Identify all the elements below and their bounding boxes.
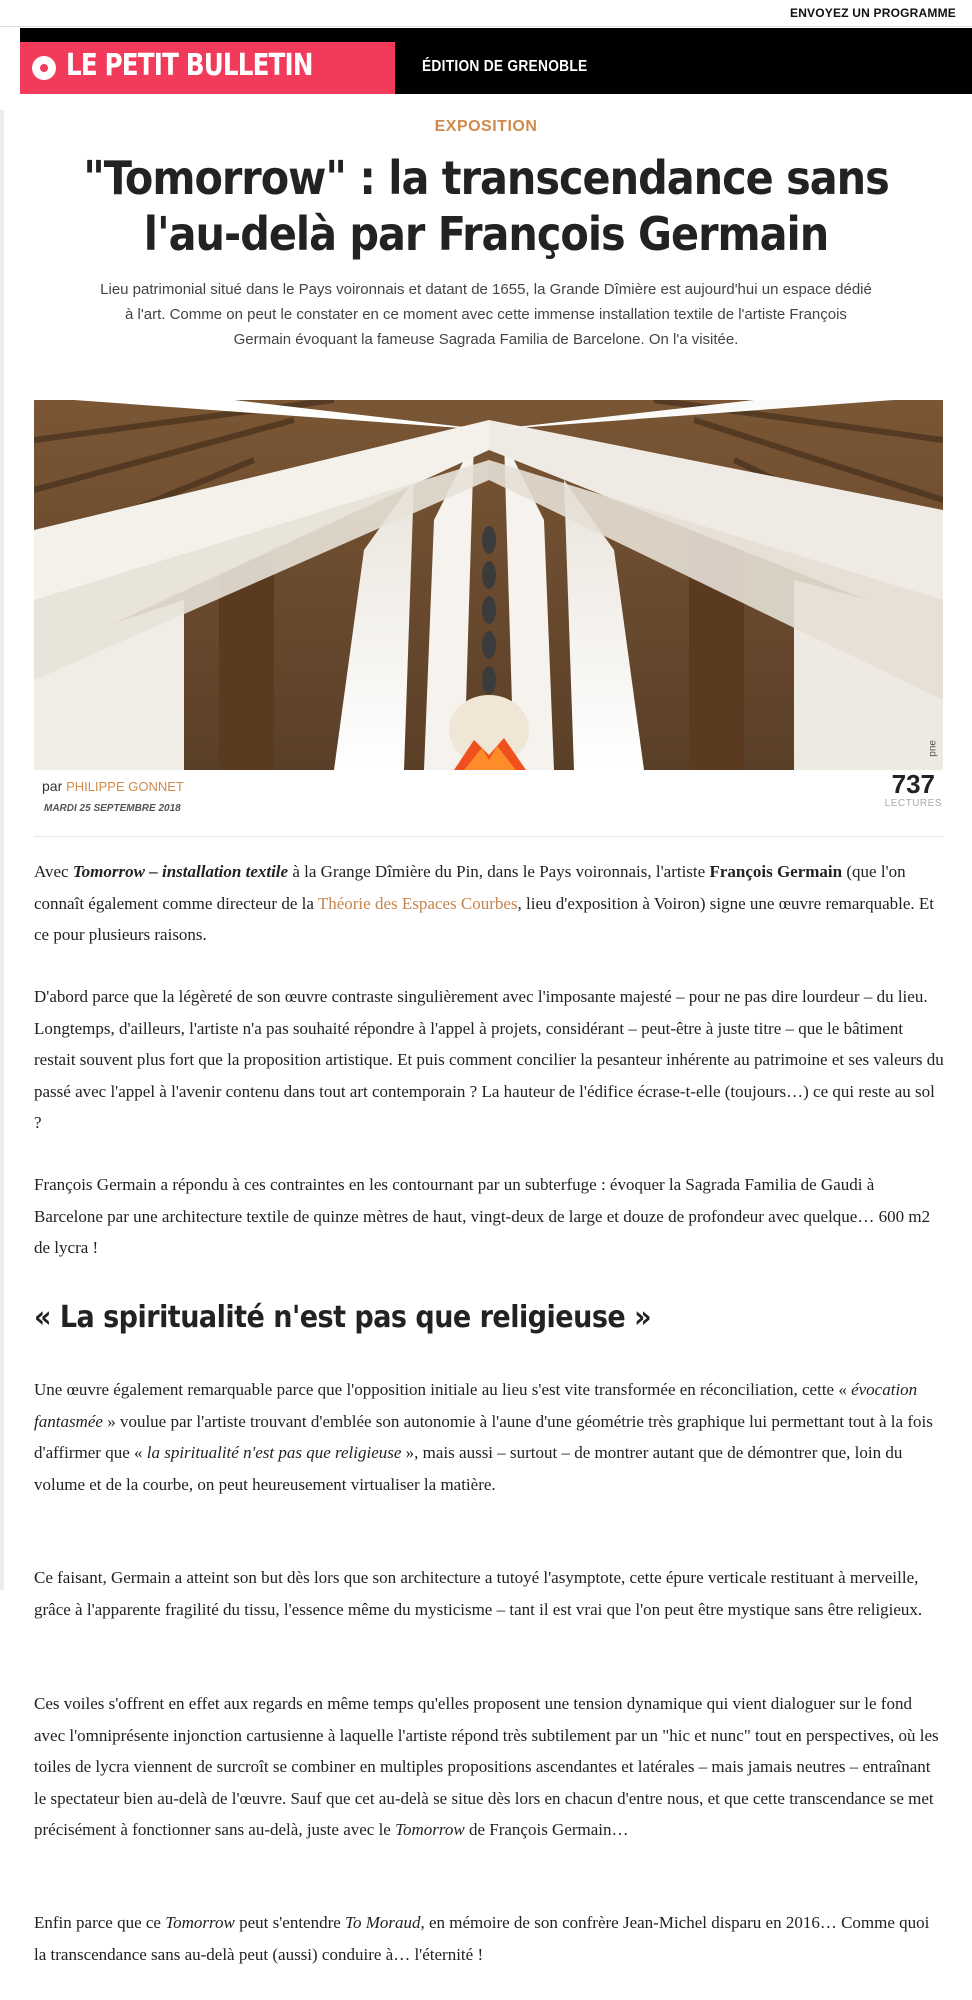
venue-link[interactable]: Théorie des Espaces Courbes xyxy=(317,893,518,913)
article-category[interactable]: EXPOSITION xyxy=(434,118,538,135)
text: (que l'on connaît également comme directeur de la xyxy=(34,862,906,913)
paragraph-2-text: D'abord parce que la légèreté de son œuvre contraste singulièrement avec l'imposante majesté – pour ne pas dire lourdeur – du lieu. Longtemps, d'ailleurs, l'artiste n'a pas souhaité répondre à l'appel à projets, considérant – peut-être à juste titre – que le bâtiment restait souvent plus fort que la proposition artistique. Et puis comment concilier la pesanteur inhérente au patrimoine et ses valeurs du passé avec l'appel à l'avenir contenu dans tout art contemporain ? La hauteur de l'édifice écrase-t-elle (toujours…) ce qui reste au sol ? xyxy=(34,987,944,1132)
article-title: "Tomorrow" : la transcendance sans l'au-delà par François Germain xyxy=(83,151,889,261)
text: Une œuvre également remarquable parce que l'opposition initiale au lieu s'est vite transformée en réconciliation, cette « xyxy=(34,1380,852,1399)
paragraph-1 xyxy=(34,856,944,951)
article-intro: Lieu patrimonial situé dans le Pays voironnais et datant de 1655, la Grande Dîmière est aujourd'hui un espace dédié à l'art. Comme on peut le constater en ce moment avec cette immense installation textile de l'artiste François Germain évoquant la fameuse Sagrada Familia de Barcelone. On l'a visitée. xyxy=(100,281,872,348)
publish-date: MARDI 25 SEPTEMBRE 2018 xyxy=(44,803,181,814)
author-link[interactable]: PHILIPPE GONNET xyxy=(66,779,184,794)
work-title: Tomorrow – installation textile xyxy=(72,862,289,881)
paragraph-2 xyxy=(34,981,944,1139)
paragraph-3-text: François Germain a répondu à ces contraintes en les contournant par un subterfuge : évoquer la Sagrada Familia de Gaudi à Barcelone par une architecture textile de quinze mètres de haut, vingt-deux de large et douze de profondeur avec quelque… 600 m2 de lycra ! xyxy=(34,1175,931,1257)
text: à la Grange Dîmière du Pin, dans le Pays voironnais, l'artiste xyxy=(288,862,710,881)
site-logo[interactable] xyxy=(20,42,395,94)
photo-credit: pne xyxy=(928,740,939,757)
text: Enfin parce que ce xyxy=(34,1913,166,1932)
paragraph-3 xyxy=(34,1169,944,1264)
italic-text: la spiritualité n'est pas que religieuse xyxy=(146,1443,402,1462)
submit-program-link[interactable]: ENVOYEZ UN PROGRAMME xyxy=(789,6,956,20)
italic-text: Tomorrow xyxy=(395,1820,465,1839)
artist-name: François Germain xyxy=(709,862,843,881)
text: Avec xyxy=(34,862,73,881)
paragraph-5-text: Ce faisant, Germain a atteint son but dès lors que son architecture a tutoyé l'asymptote, cette épure verticale restituant à merveille, grâce à l'apparente fragilité du tissu, l'essence même du mysticisme – tant il est vrai que l'on peut être mystique sans être religieux. xyxy=(34,1568,923,1619)
left-edge-bar xyxy=(0,110,4,1590)
paragraph-7 xyxy=(34,1907,944,1970)
hero-photo-illustration xyxy=(34,400,943,770)
divider xyxy=(34,836,943,837)
paragraph-5 xyxy=(34,1562,944,1625)
text: , lieu d'exposition à Voiron) signe une œuvre remarquable. Et ce pour plusieurs raisons. xyxy=(34,893,935,944)
text: de François Germain… xyxy=(464,1820,629,1839)
reads-count: 737 xyxy=(891,769,936,799)
text: Ces voiles s'offrent en effet aux regards en même temps qu'elles proposent une tension dynamique qui vient dialoguer sur le fond avec l'omniprésente injonction cartusienne à laquelle l'artiste répond très subtilement par un "hic et nunc" tout en perspectives, où les toiles de lycra viennent de surcroît se combiner en multiples propositions ascendantes et latérales – mais jamais neutres – entraînant le spectateur bien au-delà de l'œuvre. Sauf que cet au-delà se situe dès lors en chacun d'entre nous, et que cette transcendance se met précisément à fonctionner sans au-delà, juste avec le xyxy=(34,1694,939,1839)
site-header xyxy=(20,28,972,94)
reads-label: LECTURES xyxy=(884,798,942,809)
top-utility-bar xyxy=(0,0,972,27)
italic-text: évocation fantasmée xyxy=(34,1380,918,1431)
edition-label[interactable]: ÉDITION DE GRENOBLE xyxy=(422,58,588,75)
byline xyxy=(42,778,184,794)
paragraph-4 xyxy=(34,1374,944,1500)
byline-prefix: par xyxy=(42,778,63,794)
italic-text: To Moraud xyxy=(345,1913,421,1932)
text: » voulue par l'artiste trouvant d'emblée son autonomie à l'aune d'une géométrie très graphique lui permettant tout à la fois d'affirmer que « xyxy=(34,1411,933,1462)
text: peut s'entendre xyxy=(234,1913,346,1932)
hero-photo xyxy=(34,400,943,770)
logo-text: LE PETIT BULLETIN xyxy=(66,48,313,83)
italic-text: Tomorrow xyxy=(165,1913,235,1932)
text: », mais aussi – surtout – de montrer autant que de démontrer que, loin du volume et de la courbe, on peut heureusement virtualiser la matière. xyxy=(34,1443,903,1494)
logo-dot-icon xyxy=(32,56,56,80)
reads-counter xyxy=(885,770,942,809)
paragraph-6 xyxy=(34,1688,944,1846)
section-heading: « La spiritualité n'est pas que religieuse » xyxy=(34,1300,652,1335)
text: , en mémoire de son confrère Jean-Michel disparu en 2016… Comme quoi la transcendance sans au-delà peut (aussi) conduire à… l'éternité ! xyxy=(34,1913,930,1964)
